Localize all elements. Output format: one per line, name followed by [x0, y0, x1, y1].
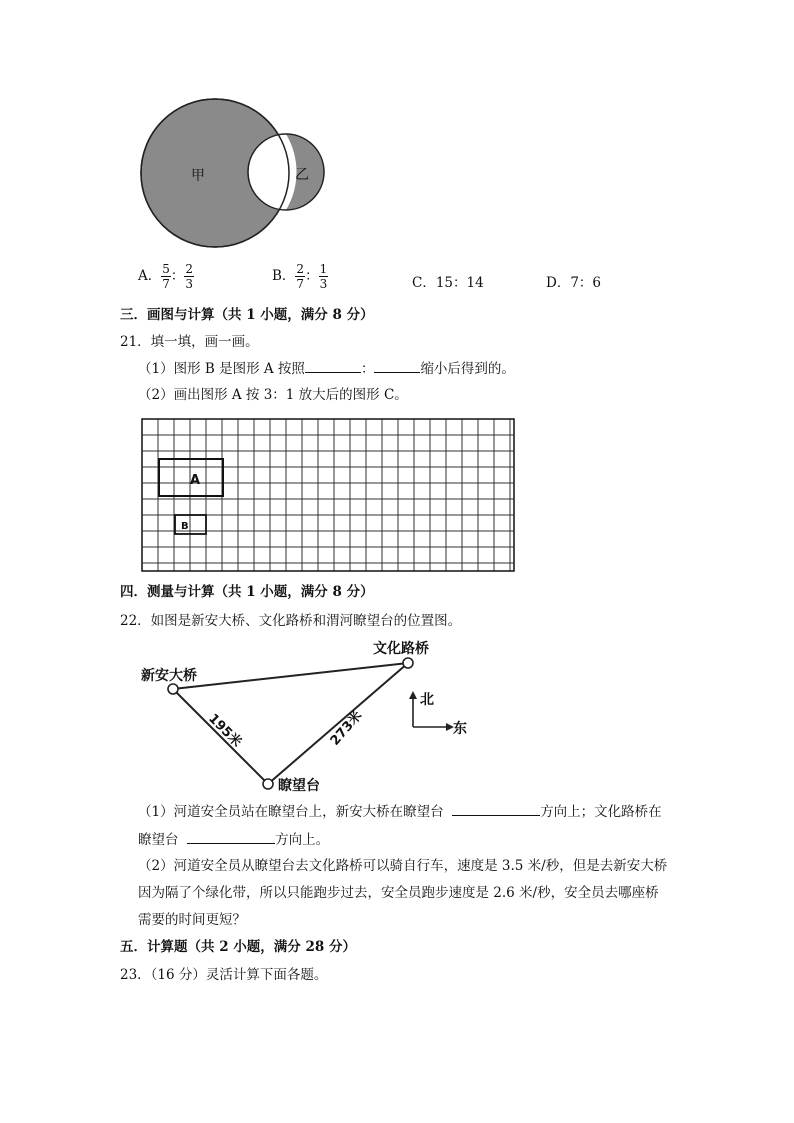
q22-stem: 22．如图是新安大桥、文化路桥和渭河瞭望台的位置图。 [120, 613, 462, 629]
north-label: 北 [420, 692, 434, 708]
section-heading-3: 三．画图与计算（共 1 小题，满分 8 分） [120, 307, 374, 323]
answer-blank[interactable] [305, 358, 361, 373]
fraction: $\frac{2}{7}$ [296, 262, 305, 291]
option-b[interactable]: B． $\frac{2}{7}$ ： $\frac{1}{3}$ [272, 262, 328, 291]
option-a[interactable]: A． $\frac{5}{7}$ ： $\frac{2}{3}$ [138, 262, 194, 291]
option-d[interactable]: D．7：6 [546, 275, 602, 291]
label-tower: 瞭望台 [278, 778, 320, 794]
q21-stem: 21．填一填，画一画。 [120, 334, 259, 350]
q23-stem: 23．（16 分）灵活计算下面各题。 [120, 967, 328, 983]
q22-part1-line1: （1）河道安全员站在瞭望台上，新安大桥在瞭望台 方向上；文化路桥在 [138, 801, 662, 822]
q21-part2: （2）画出图形 A 按 3：1 放大后的图形 C。 [138, 387, 408, 403]
venn-figure [135, 95, 330, 255]
fraction: $\frac{1}{3}$ [319, 262, 328, 291]
q22-part2-line1: （2）河道安全员从瞭望台去文化路桥可以骑自行车，速度是 3.5 米/秒，但是去新安大桥 [138, 858, 668, 874]
q21-part1: （1）图形 B 是图形 A 按照 ： 缩小后得到的。 [138, 358, 515, 379]
drawing-grid[interactable] [141, 418, 517, 574]
tower-point [263, 779, 273, 789]
q22-part1-line2: 瞭望台 方向上。 [138, 829, 329, 850]
answer-blank[interactable] [187, 829, 275, 844]
east-label: 东 [453, 721, 467, 737]
xinan-bridge-point [168, 684, 178, 694]
venn-label-small: 乙 [295, 167, 309, 183]
q22-part2-line3: 需要的时间更短？ [138, 912, 246, 928]
fraction: $\frac{5}{7}$ [162, 262, 170, 291]
q22-part2-line2: 因为隔了个绿化带，所以只能跑步过去，安全员跑步速度是 2.6 米/秒，安全员去哪座桥 [138, 885, 659, 901]
option-c[interactable]: C．15：14 [412, 275, 484, 291]
shape-b-label: B [181, 521, 189, 532]
label-xinan-bridge: 新安大桥 [141, 668, 197, 684]
fraction: $\frac{2}{3}$ [185, 262, 194, 291]
section-heading-5: 五．计算题（共 2 小题，满分 28 分） [120, 939, 356, 955]
label-wenhua-bridge: 文化路桥 [373, 641, 429, 657]
shape-a-label: A [190, 473, 201, 488]
answer-blank[interactable] [452, 801, 540, 816]
distance-left: 195米 [205, 711, 245, 751]
wenhua-bridge-point [403, 658, 413, 668]
answer-blank[interactable] [374, 358, 420, 373]
venn-label-big: 甲 [191, 168, 205, 184]
section-heading-4: 四．测量与计算（共 1 小题，满分 8 分） [120, 584, 374, 600]
distance-right: 273米 [327, 708, 366, 749]
location-map [138, 636, 473, 798]
